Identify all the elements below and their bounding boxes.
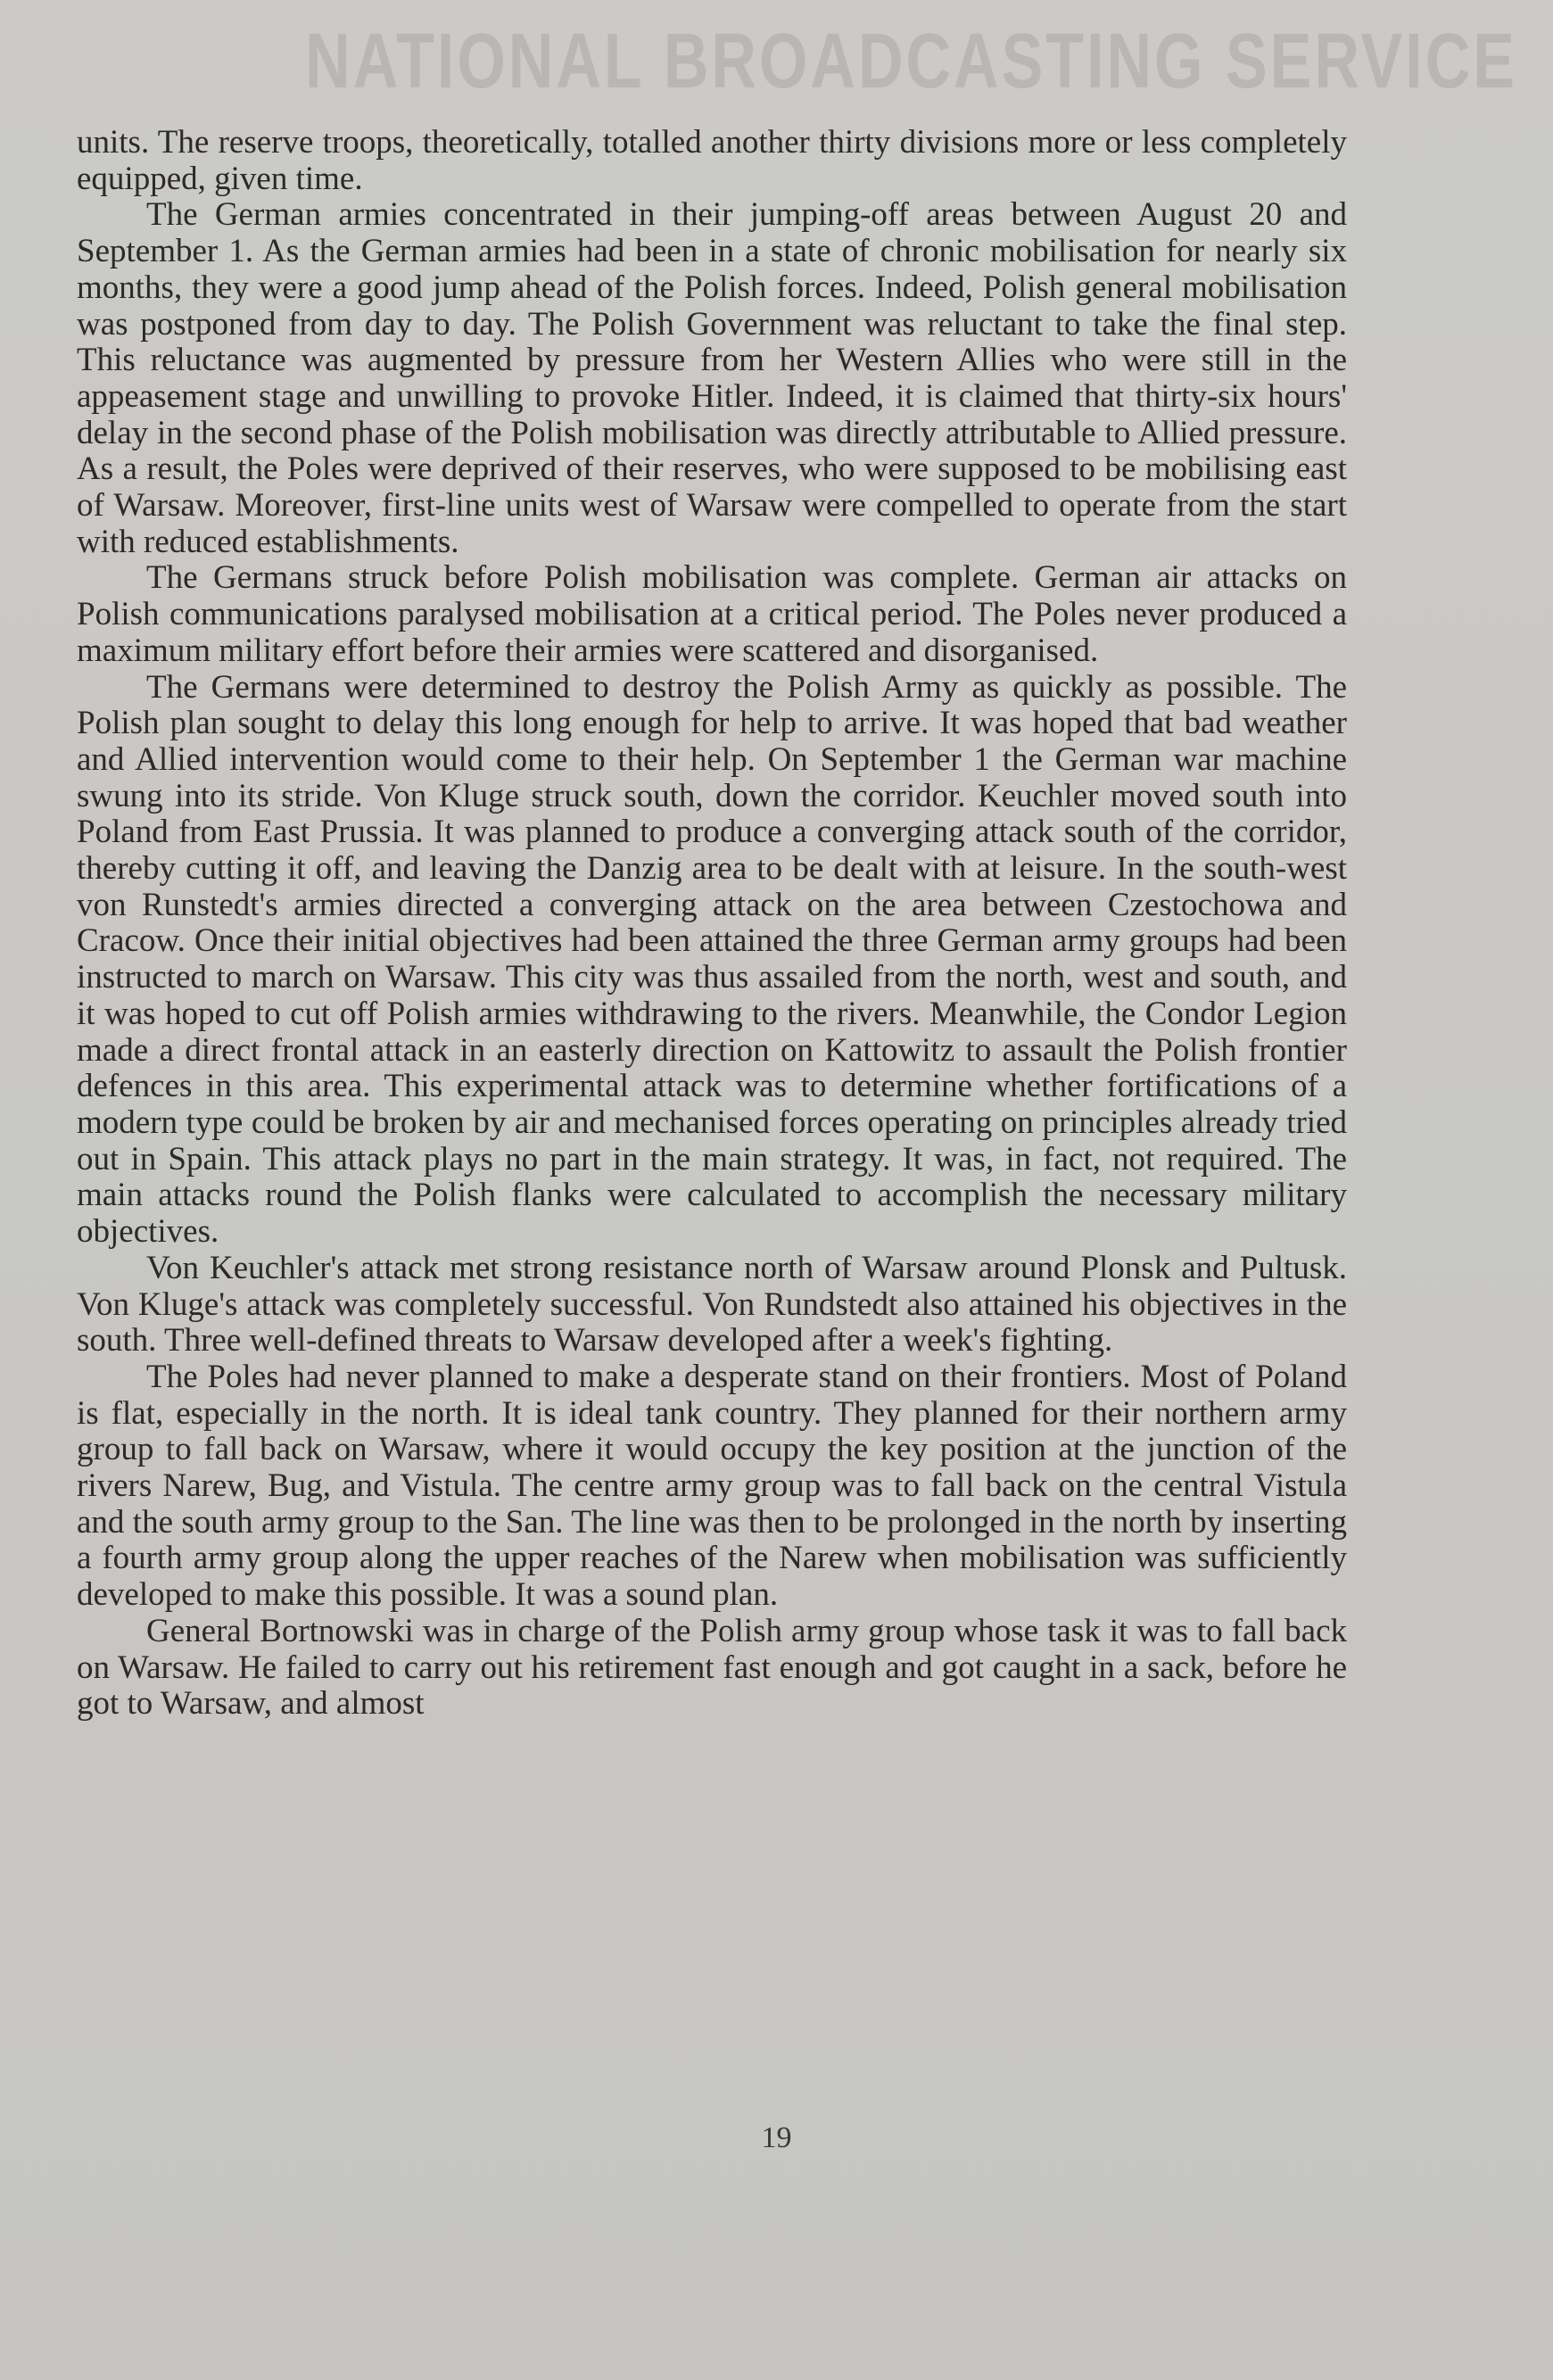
paragraph-7: General Bortnowski was in charge of the Polish army group whose task it was to fall back on Warsaw. He failed to carry out his retirement fast enough and got caught in a sack, before he got to Warsaw, and almost [77, 1612, 1347, 1723]
paragraph-5: Von Keuchler's attack met strong resistance north of Warsaw around Plonsk and Pultusk. Von Kluge's attack was completely successful. Von Rundstedt also attained his objectives in the south. Three well-defined threats to Warsaw developed after a week's fighting. [77, 1249, 1347, 1359]
paragraph-3: The Germans struck before Polish mobilisation was complete. German air attacks on Polish communications paralysed mobilisation at a critical period. The Poles never produced a maximum military effort before their armies were scattered and disorganised. [77, 559, 1347, 669]
paragraph-6: The Poles had never planned to make a desperate stand on their frontiers. Most of Poland is flat, especially in the north. It is ideal tank country. They planned for their northern army group to fall back on Warsaw, where it would occupy the key position at the junction of the rivers Narew, Bug, and Vistula. The centre army group was to fall back on the central Vistula and the south army group to the San. The line was then to be prolonged in the north by inserting a fourth army group along the upper reaches of the Narew when mobilisation was sufficiently developed to make this possible. It was a sound plan. [77, 1358, 1347, 1614]
body-text [77, 125, 1347, 1723]
page-number: 19 [761, 2121, 792, 2154]
paragraph-4: The Germans were determined to destroy the Polish Army as quickly as possible. The Polish plan sought to delay this long enough for help to arrive. It was hoped that bad weather and Allied intervention would come to their help. On September 1 the German war machine swung into its stride. Von Kluge struck south, down the corridor. Keuchler moved south into Poland from East Prussia. It was planned to produce a converging attack south of the corridor, thereby cutting it off, and leaving the Danzig area to be dealt with at leisure. In the south-west von Runstedt's armies directed a converging attack on the area between Czestochowa and Cracow. Once their initial objectives had been attained the three German army groups had been instructed to march on Warsaw. This city was thus assailed from the north, west and south, and it was hoped to cut off Polish armies withdrawing to the rivers. Meanwhile, the Condor Legion made a direct frontal attack in an easterly direction on Kattowitz to assault the Polish frontier defences in this area. This experimental attack was to determine whether fortifications of a modern type could be broken by air and mechanised forces operating on principles already tried out in Spain. This attack plays no part in the main strategy. It was, in fact, not required. The main attacks round the Polish flanks were calculated to accomplish the necessary military objectives. [77, 668, 1347, 1251]
paragraph-1: units. The reserve troops, theoretically, totalled another thirty divisions more or less completely equipped, given time. [77, 124, 1347, 197]
watermark-stamp: NATIONAL BROADCASTING SERVICE [305, 17, 1517, 104]
paragraph-2: The German armies concentrated in their jumping-off areas between August 20 and September 1. As the German armies had been in a state of chronic mobilisation for nearly six months, they were a good jump ahead of the Polish forces. Indeed, Polish general mobilisation was postponed from day to day. The Polish Government was reluctant to take the final step. This reluctance was augmented by pressure from her Western Allies who were still in the appeasement stage and unwilling to provoke Hitler. Indeed, it is claimed that thirty-six hours' delay in the second phase of the Polish mobilisation was directly attributable to Allied pressure. As a result, the Poles were deprived of their reserves, who were supposed to be mobilising east of Warsaw. Moreover, first-line units west of Warsaw were compelled to operate from the start with reduced establishments. [77, 196, 1347, 560]
